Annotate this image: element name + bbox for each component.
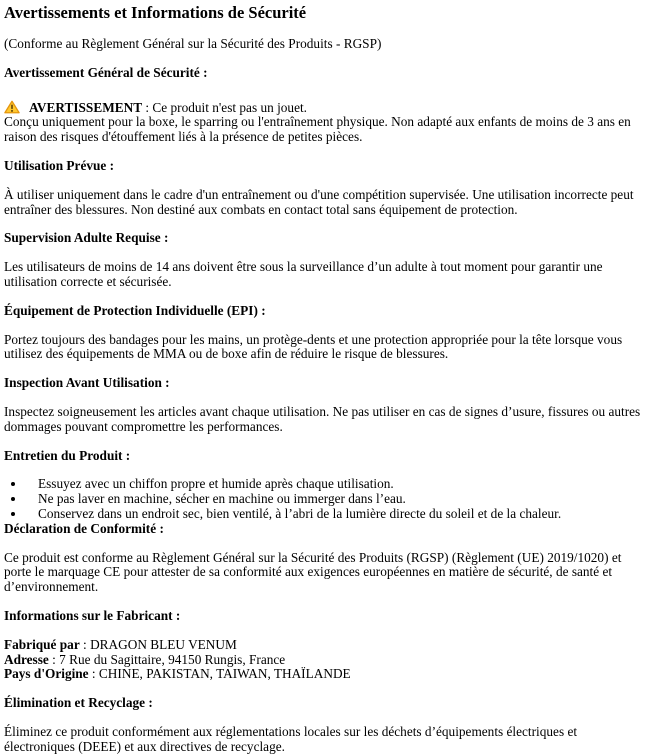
- warning-exclamation-bar: [11, 104, 13, 109]
- list-item: • Essuyez avec un chiffon propre et humide après chaque utilisation.: [26, 477, 643, 492]
- section-heading-conformity: Déclaration de Conformité :: [4, 520, 164, 536]
- section-heading-inspection: Inspection Avant Utilisation :: [4, 375, 170, 391]
- disposal-body: Éliminez ce produit conformément aux réglementations locales sur les déchets d’équipements électriques et électroniques (DEEE) et aux directives de recyclage.: [4, 723, 578, 754]
- adult-supervision-body: Les utilisateurs de moins de 14 ans doivent être sous la surveillance d’un adulte à tout moment pour garantir une utilisation correcte et sécurisée.: [4, 259, 603, 289]
- warning-text: : Ce produit n'est pas un jouet.: [142, 99, 307, 115]
- intended-use-body: À utiliser uniquement dans le cadre d'un entraînement ou d'une compétition supervisée. Une utilisation incorrecte peut entraîner des blessures. Non destiné aux combats en contact total sans équipement de protection.: [4, 186, 634, 217]
- address-value: : 7 Rue du Sagittaire, 94150 Rungis, France: [48, 651, 286, 667]
- warning-label: AVERTISSEMENT: [29, 99, 143, 115]
- section-heading-maintenance: Entretien du Produit :: [4, 447, 131, 463]
- section-heading-manufacturer: Informations sur le Fabricant :: [4, 607, 181, 623]
- made-by-value: : DRAGON BLEU VENUM: [79, 636, 237, 652]
- document-subtitle: (Conforme au Règlement Général sur la Sécurité des Produits - RGSP): [4, 36, 382, 51]
- warning-body: Conçu uniquement pour la boxe, le sparring ou l'entraînement physique. Non adapté aux enfants de moins de 3 ans en raison des risques d'étouffement liés à la présence de petites pièces.: [4, 114, 631, 145]
- document-title: Avertissements et Informations de Sécurité: [4, 3, 307, 22]
- ppe-body: Portez toujours des bandages pour les mains, un protège-dents et une protection appropriée pour la tête lorsque vous utilisez des équipements de MMA ou de boxe afin de réduire le risque de blessures.: [4, 331, 623, 362]
- section-heading-general-safety: Avertissement Général de Sécurité :: [4, 64, 208, 80]
- manufacturer-details: [4, 638, 643, 682]
- made-by-label: Fabriqué par: [4, 636, 80, 652]
- inspection-body: Inspectez soigneusement les articles avant chaque utilisation. Ne pas utiliser en cas de signes d’usure, fissures ou autres dommages pouvant compromettre les performances.: [4, 403, 641, 434]
- maintenance-list: [4, 477, 643, 521]
- section-heading-adult-supervision: Supervision Adulte Requise :: [4, 230, 169, 246]
- origin-label: Pays d'Origine: [4, 666, 89, 682]
- warning-exclamation-dot: [11, 109, 13, 111]
- warning-triangle-icon: [4, 100, 20, 114]
- address-label: Adresse: [4, 651, 49, 667]
- section-heading-ppe: Équipement de Protection Individuelle (EPI) :: [4, 302, 266, 318]
- list-item: • Ne pas laver en machine, sécher en machine ou immerger dans l’eau.: [26, 492, 643, 507]
- list-item: • Conservez dans un endroit sec, bien ventilé, à l’abri de la lumière directe du soleil et de la chaleur.: [26, 507, 643, 522]
- warning-statement: [4, 100, 643, 145]
- conformity-body: Ce produit est conforme au Règlement Général sur la Sécurité des Produits (RGSP) (Règlement (UE) 2019/1020) et porte le marquage CE pour attester de sa conformité aux exigences européennes en matière de sécurité, de santé et d’environnement.: [4, 549, 622, 595]
- origin-value: : CHINE, PAKISTAN, TAIWAN, THAÏLANDE: [88, 666, 351, 682]
- section-heading-disposal: Élimination et Recyclage :: [4, 695, 153, 711]
- section-heading-intended-use: Utilisation Prévue :: [4, 157, 115, 173]
